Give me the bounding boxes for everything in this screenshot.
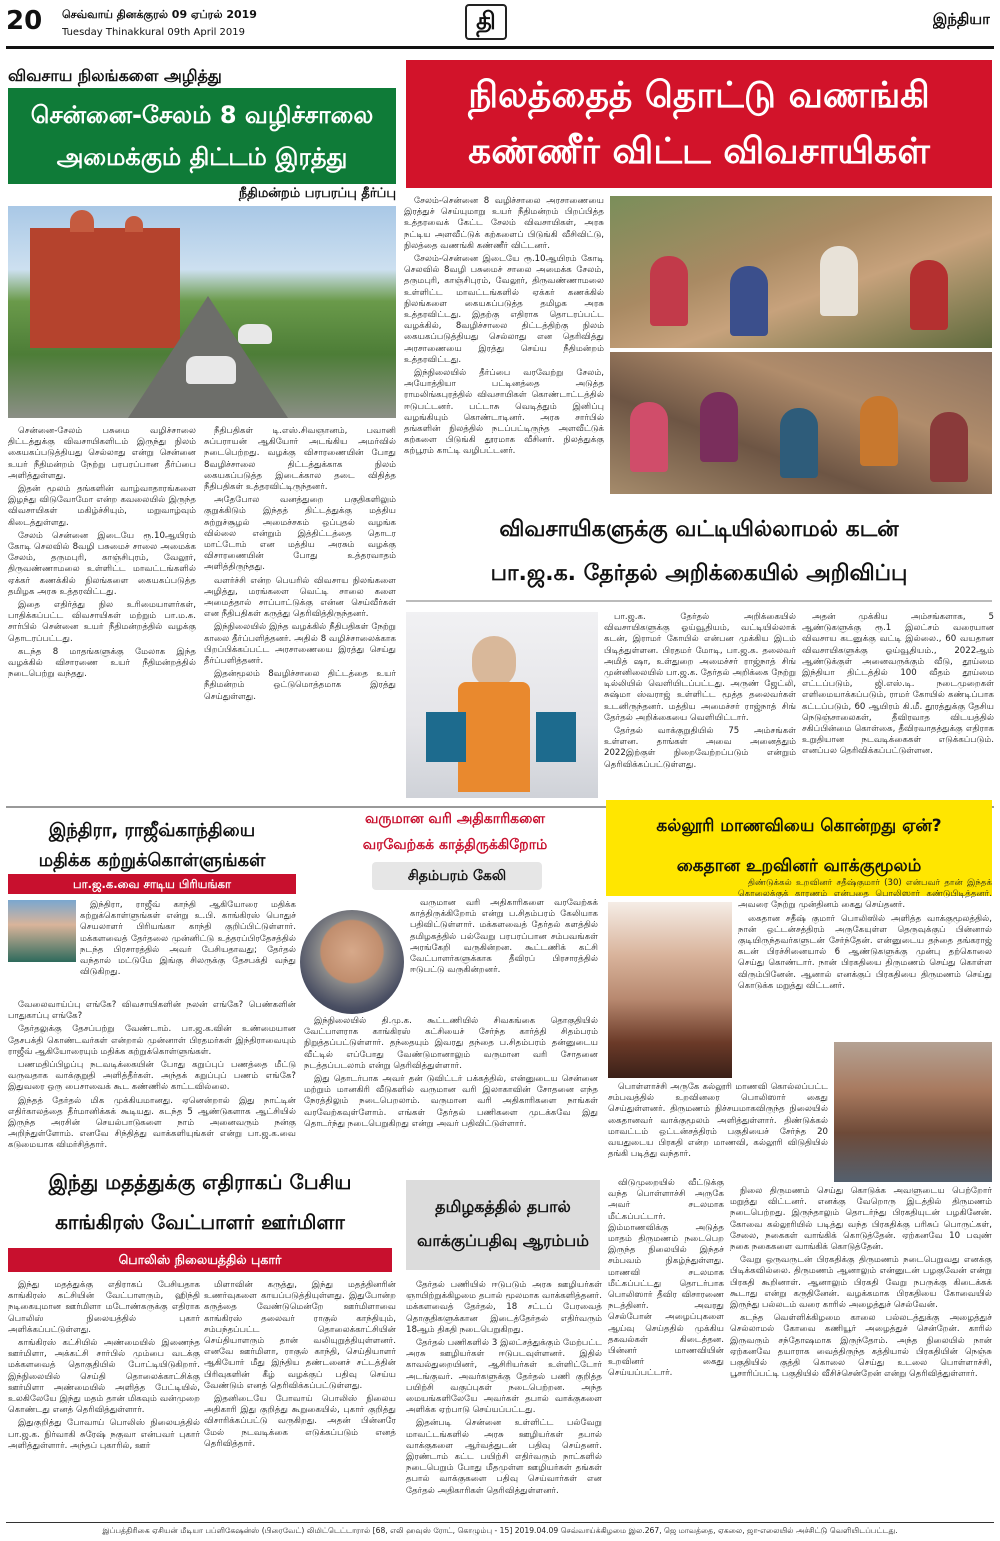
- article8-headline: [406, 1180, 600, 1270]
- article4-tag: பா.ஜ.க.வை சாடிய பிரியங்கா: [8, 874, 296, 894]
- article7-tag: பொலிஸ் நிலையத்தில் புகார்: [8, 1248, 392, 1272]
- paragraph: சென்னை-சேலம் பசுமை வழிச்சாலை திட்டத்துக்கு விவசாயிகளிடம் இருந்து நிலம் கையகப்படுத்தியது செல்லாது என்று சென்னை உயர் நீதிமன்றம் நேற்று பரபரப்பான தீர்ப்பை அளித்துள்ளது.: [8, 426, 196, 481]
- paragraph: இது தொடர்பாக அவர் தன் டுவிட்டர் பக்கத்தில், என்னுடைய சென்னை மற்றும் மானகிரி வீடுகளில் வருமான வரி இலாகாவின் சோதனை எந்த நேரத்திலும் நடைபெறலாம். வருமான வரி அதிகாரிகளை நாங்கள் வரவேற்கவுள்ளோம். எங்கள் தேர்தல் பணிகளை முடக்கவே இது தொடர்ந்து நடைபெறுகிறது என்று அவர் பதிவிட்டுள்ளார்.: [304, 1074, 598, 1129]
- person-shape: [700, 392, 738, 462]
- paragraph: காங்கிரஸ் கட்சியில் அண்மையில் இணைந்த ஊர்மிளா, அக்கட்சி சார்பில் மும்பை வடக்கு மக்களவைத் தொகுதியில் போட்டியிடுகிறார். இந்நிலையில் செய்தி தொலைக்காட்சிக்கு ஊர்மிளா அண்மையில் அளித்த பேட்டியில், உலகிலேயே இந்து மதம் தான் மிகவும் வன்முறை கொண்டது எனத் தெரிவித்துள்ளார்.: [8, 1338, 200, 1416]
- manifesto-book-shape: [426, 712, 466, 762]
- paragraph: கடந்த வெள்ளிக்கிழமை காலை பல்லடத்துக்கு அழைத்துச் செல்லாமல் கோவை கணியூர் அழைத்துச் சென்றேன். காரில் இருவரும் சந்தோஷமாக இருந்தோம். அந்த நிலையில் நான் ஏற்கனவே தயாராக வைத்திருந்த கத்தியால் பிரகதியின் நெஞ்சு பகுதியில் குத்தி கொலை செய்து உடலை பொள்ளாச்சி, பூசாரிப்பட்டி பகுதியில் வீசிச்சென்றேன் என்று தெரிவித்துள்ளார்.: [730, 1313, 992, 1380]
- article3-divider: [406, 600, 992, 602]
- person-shape: [910, 260, 948, 330]
- article1-column1: [8, 426, 196, 796]
- paragraph: வேறு ஒருவருடன் பிரகதிக்கு திருமணம் நடைபெறுவது எனக்கு பிடிக்கவில்லை. திருமணம் ஆனாலும் என்னுடன் பழகுவேன் என்று பிரகதி கூறினாள். ஆனாலும் பிரகதி வேறு நபருக்கு கிடைக்கக் கூடாது என்று கருதினேன். வழக்கமாக பிரகதியை கோவையில் இருந்து பல்லடம் வரை காரில் அழைத்துச் செல்வேன்.: [730, 1255, 992, 1311]
- paragraph: இதன்மூலம் 8வழிச்சாலை திட்டத்தை உயர் நீதிமன்றம் ஒட்டுமொத்தமாக இரத்து செய்துள்ளது.: [204, 669, 396, 702]
- paragraph: சேலம்-சென்னை இடையே ரூ.10ஆயிரம் கோடி செலவில் 8வழி பசுமைச் சாலை அமைக்க சேலம், தருமபுரி, காஞ்சிபுரம், வேலூர், திருவண்ணாமலை உள்ளிட்ட மாவட்டங்களில் ஏக்கர் கணக்கில் நிலங்களை கையகப்படுத்த தமிழக அரசு உத்தரவிட்டது. இதற்கு எதிராக தொடரப்பட்ட வழக்கில், 8வழிச்சாலை திட்டத்திற்கு நிலம் கையகப்படுத்தியது செல்லாது என தெரிவித்து அரசாணையை இரத்து செய்ய நீதிமன்றம் உத்தரவிட்டது.: [404, 254, 604, 365]
- paragraph: அதேபோல வனத்துறை பகுதிகளிலும் குறுக்கிடும் இந்தத் திட்டத்துக்கு மத்திய சுற்றுச்சூழல் அமைச்சகம் ஒப்புதல் வழங்க வில்லை என்றும் இத்திட்டத்தை தொடர மாட்டோம் என மத்திய அரசும் வழக்கு விசாரணையின் போது உத்தரவாதம் அளித்திருந்தது.: [204, 495, 396, 573]
- paragraph: தேர்தலுக்கு தேசப்பற்று வேண்டாம். பா.ஜ.க.வின் உண்மையான தேசபக்தி கொண்டவர்கள் என்றால் முன்னாள் பிரதமர்கள் இந்திராவையும் ராஜீவ் ஆகியோரையும் மதிக்க கற்றுக்கொள்ளுங்கள்.: [8, 1024, 296, 1057]
- paragraph: சேலம் சென்னை இடையே ரூ.10ஆயிரம் கோடி செலவில் 8வழி பசுமைச் சாலை அமைக்க சேலம், தருமபுரி, காஞ்சிபுரம், வேலூர், திருவண்ணாமலை உள்ளிட்ட மாவட்டங்களில் ஏக்கர் கணக்கில் நிலங்களை கையகப்படுத்த தமிழக அரசு உத்தரவிட்டது.: [8, 530, 196, 597]
- article6-photo-student: [608, 902, 732, 1078]
- paragraph: பா.ஜ.க. தேர்தல் அறிக்கையில் விவசாயிகளுக்கு ஓய்வூதியம், வட்டியில்லாக் கடன், இராமர் கோயில் என்பன முக்கிய இடம் பிடித்துள்ளன. பிரதமர் மோடி, பா.ஜ.க. தலைவர் அமித் ஷா, உள்துறை அமைச்சர் ராஜ்நாத் சிங் முன்னிலையில் பா.ஜ.க. தேர்தல் அறிக்கை நேற்று டில்லியில் வெளியிடப்பட்டது. அருண் ஜேட்லி, சுஷ்மா ஸ்வராஜ் உள்ளிட்ட மூத்த தலைவர்கள் உடனிருந்தனர். மத்திய அமைச்சர் ராஜ்நாத் சிங் தேர்தல் அறிக்கையை வெளியிட்டார்.: [604, 612, 796, 723]
- garment-shape: [458, 682, 530, 792]
- person-shape: [930, 412, 968, 482]
- paragraph: இந்திரா, ராஜீவ் காந்தி ஆகியோரை மதிக்க கற்றுக்கொள்ளுங்கள் என்று உ.பி. காங்கிரஸ் பொதுச் செயலாளர் பிரியங்கா காந்தி குறிப்பிட்டுள்ளார். மக்களவைத் தேர்தலை முன்னிட்டு உத்தரப்பிரதேசத்தில் நடந்த பிரசாரத்தில் அவர் பேசியதாவது; தேர்தல் வந்தால் மட்டுமே இங்கு சிலருக்கு தேசபக்தி வந்து விடுகிறது.: [80, 900, 296, 978]
- paragraph: இதை எதிர்த்து நில உரிமையாளர்கள், பாதிக்கப்பட்ட விவசாயிகள் மற்றும் பா.ம.க. சார்பில் சென்னை உயர் நீதிமன்றத்தில் வழக்கு தொடரப்பட்டது.: [8, 600, 196, 644]
- paragraph: வளர்ச்சி என்ற பெயரில் விவசாய நிலங்களை அழித்து, மரங்களை வெட்டி சாலை களை அமைத்தால் சாப்பாட்டுக்கு என்ன செய்வீர்கள் என நீதிபதிகள் கருத்து தெரிவித்திருந்தனர்.: [204, 575, 396, 620]
- paragraph: இதுகுறித்து போவாய் பொலிஸ் நிலையத்தில் பா.ஜ.க. நிர்வாகி சுரேஷ் நகுவா என்பவர் புகார் அளித்துள்ளார். அந்தப் புகாரில், ஊர்: [8, 1418, 200, 1451]
- article2-column: [404, 196, 604, 492]
- date-english: Tuesday Thinakkural 09th April 2019: [62, 27, 246, 38]
- article4-headline-line2: மதிக்க கற்றுக்கொள்ளுங்கள்: [38, 850, 266, 871]
- paragraph: திண்டுக்கல் உறவினர் சதீஷ்குமார் (30) என்பவர் தான் இந்தக் கொலைக்குக் காரணம் என்பதை பொலிஸார் கண்டுபிடித்தனர். அவரை நேற்று முன்தினம் கைது செய்தனர்.: [738, 878, 992, 911]
- article3-headline-line2: பா.ஜ.க. தேர்தல் அறிக்கையில் அறிவிப்பு: [490, 561, 908, 586]
- article1-kicker: விவசாய நிலங்களை அழித்து: [8, 66, 222, 85]
- article6-column-top: [738, 878, 992, 1038]
- article6-column-low: [608, 1178, 724, 1518]
- person-shape: [860, 396, 898, 466]
- paragraph: பொள்ளாச்சி அருகே கல்லூரி மாணவி கொல்லப்பட்ட சம்பவத்தில் உறவினரை பொலிஸார் கைது செய்துள்ளனர். திருமணம் நிச்சயமாகவிருந்த நிலையில் கைதானவர் வாக்குமூலம் அளித்துள்ளார். திண்டுக்கல் மாவட்டம் ஒட்டன்சத்திரம் பகுதியைச் சேர்ந்த 20 வயதுடைய பிரகதி என்ற மாணவி, கல்லூரி விடுதியில் தங்கி படித்து வந்தார்.: [608, 1082, 828, 1160]
- article6-headline-line1: கல்லூரி மாணவியை கொன்றது ஏன்?: [656, 816, 942, 836]
- person-shape: [650, 256, 688, 326]
- article4-column: [8, 1000, 296, 1156]
- paragraph: கைதான சதீஷ் குமார் பொலிஸில் அளித்த வாக்குமூலத்தில், நான் ஒட்டன்சத்திரம் அருகேயுள்ள தெருவுக்குப் பின்னால் குடியிருந்தவர்களுடன் சேர்ந்தேன். என்னுடைய தந்தை தங்கராஜ் கடன் பிரச்சினையால் 6 ஆண்டுகளுக்கு முன்பு தற்கொலை செய்து கொண்டார். நான் பிரகதியை திருமணம் செய்து கொள்ள விரும்பினேன். ஆனால் எனக்குப் பிரகதியை திருமணம் செய்து கொடுக்க மறுத்து விட்டனர்.: [738, 913, 992, 991]
- newspaper-logo: தி: [465, 4, 507, 40]
- article3-photo-manifesto-release: [406, 612, 598, 798]
- article8-headline-line2: வாக்குப்பதிவு ஆரம்பம்: [417, 1231, 589, 1250]
- article5-photo-chidambaram: [300, 910, 404, 1014]
- article4-headline-line1: இந்திரா, ராஜீவ்காந்தியை: [48, 820, 256, 841]
- article2-photo-farmers-crowd: [610, 352, 992, 494]
- article2-photo-farmers-celebrating: [610, 196, 992, 348]
- article7-headline-line2: காங்கிரஸ் வேட்பாளர் ஊர்மிளா: [55, 1210, 345, 1234]
- paragraph: தேர்தல் பணியில் ஈடுபடும் அரசு ஊழியர்கள் ஞாயிற்றுக்கிழமை தபால் மூலமாக வாக்களித்தனர். மக்களவைத் தேர்தல், 18 சட்டப் பேரவைத் தொகுதிகளுக்கான இடைத்தேர்தல் எதிர்வரும் 18ஆம் திகதி நடைபெறுகிறது.: [406, 1280, 602, 1335]
- paragraph: சேலம்-சென்னை 8 வழிச்சாலை அரசாணையை இரத்துச் செய்யுமாறு உயர் நீதிமன்றம் பிறப்பித்த உத்தரவைக் கேட்ட சேலம் விவசாயிகள், அரசு நட்டிய அளவீட்டுக் கற்களைப் பிடுங்கி வீசிவிட்டு, நிலத்தை வணங்கி கண்ணீர் விட்டனர்.: [404, 196, 604, 251]
- paragraph: விடுமுறையில் வீட்டுக்கு வந்த பொள்ளாச்சி அருகே அவர் சடலமாக மீட்கப்பட்டார். இம்மாணவிக்கு அடுத்த மாதம் திருமணம் நடைபெற இருந்த நிலையில் இந்தச் சம்பவம் நிகழ்ந்துள்ளது. மாணவி சடலமாக மீட்கப்பட்டது தொடர்பாக பொலிஸார் தீவிர விசாரணை நடத்தினர். அவரது செல்போன் அழைப்புகளை ஆய்வு செய்ததில் முக்கிய தகவல்கள் கிடைத்தன. பின்னர் மாணவியின் உறவினர் கைது செய்யப்பட்டார்.: [608, 1178, 724, 1379]
- section-title: இந்தியா: [932, 10, 990, 28]
- article8-column: [406, 1280, 602, 1518]
- paragraph: வருமான வரி அதிகாரிகளை வரவேற்கக் காத்திருக்கிறோம் என்று ப.சிதம்பரம் கேலியாக பதிவிட்டுள்ளார். மக்களவைத் தேர்தல் களத்தில் தமிழகத்தில் பல்வேறு பரபரப்பான சம்பவங்கள் அரங்கேறி வருகின்றன. கூட்டணிக் கட்சி வேட்பாளர்களுக்காக தீவிரப் பிரசாரத்தில் ஈடுபட்டு வருகின்றனர்.: [410, 898, 598, 976]
- article1-headline-line2: அமைக்கும் திட்டம் இரத்து: [56, 143, 348, 171]
- article4-column-top: [80, 900, 296, 1000]
- article5-column-top: [410, 898, 598, 1016]
- article1-headline-line1: சென்னை-சேலம் 8 வழிச்சாலை: [30, 101, 374, 129]
- article3-column2: [802, 612, 994, 798]
- article2-headline-line1: நிலத்தைத் தொட்டு வணங்கி: [468, 75, 930, 116]
- paragraph: இந்நிலையில் தீர்ப்பை வரவேற்று சேலம், அயோத்தியா பட்டினத்தை அடுத்த ராமலிங்கபுரத்தில் விவசாயிகள் கொண்டாட்டத்தில் ஈடுபட்டனர். பட்டாசு வெடித்தும் இனிப்பு வழங்கியும் கொண்டாடினர். அரசு சார்பில் தங்களின் நிலத்தில் நடப்பட்டிருந்த அளவீட்டுக் கற்களை பிடுங்கி தூரமாக வீசினர். நிலத்துக்கு கற்பூரம் காட்டி வழிபட்டனர்.: [404, 368, 604, 457]
- article5-column: [304, 1016, 598, 1156]
- article4-photo-priyanka: [8, 900, 76, 962]
- face-shape: [472, 636, 516, 688]
- person-shape: [730, 266, 768, 336]
- paragraph: மிளாவின் கருத்து, இந்து மதத்தினரின் உணர்வுகளை காயப்படுத்தியுள்ளது. இதுபோன்ற கருத்தை வேண்டுமென்றே ஊர்மிளாவை காங்கிரஸ் தலைவர் ராகுல் காந்தியும், சம்பந்தப்பட்ட தொலைக்காட்சியின் செய்தியாளரும் தான் வலியுறுத்தியுள்ளனர். எனவே ஊர்மிளா, ராகுல் காந்தி, செய்தியாளர் ஆகியோர் மீது இந்திய தண்டனைச் சட்டத்தின் பிரிவுகளின் கீழ் வழக்குப் பதிவு செய்ய வேண்டும் எனத் தெரிவிக்கப்பட்டுள்ளது.: [204, 1280, 396, 1391]
- article1-subhead: நீதிமன்றம் பரபரப்பு தீர்ப்பு: [238, 186, 396, 201]
- article6-column-left: [608, 1082, 828, 1174]
- article1-headline: [8, 88, 396, 184]
- paragraph: இதனிடையே போவாய் பொலிஸ் நிலைய அதிகாரி இது குறித்து கூறுகையில், புகார் குறித்து விசாரிக்கப்பட்டு வருகிறது. அதன் பின்னரே மேல் நடவடிக்கை எடுக்கப்படும் எனத் தெரிவித்தார்.: [204, 1394, 396, 1449]
- article2-headline: [406, 60, 992, 188]
- article4-headline: [8, 816, 296, 876]
- paragraph: வேலைவாய்ப்பு எங்கே? விவசாயிகளின் நலன் எங்கே? பெண்களின் பாதுகாப்பு எங்கே?: [8, 1000, 296, 1022]
- paragraph: இந்து மதத்துக்கு எதிராகப் பேசியதாக காங்கிரஸ் கட்சியின் வேட்பாளரும், ஹிந்தி நடிகையுமான ஊர்மிளா மடோண்கருக்கு எதிராக பொலிஸ் நிலையத்தில் புகார் அளிக்கப்பட்டுள்ளது.: [8, 1280, 200, 1335]
- manifesto-book-shape: [536, 712, 576, 762]
- footer-divider: [6, 1522, 994, 1523]
- article1-column2: [204, 426, 396, 796]
- article5-headline-line1: வருமான வரி அதிகாரிகளை: [365, 811, 545, 827]
- article7-headline: [8, 1162, 392, 1242]
- article6-headline-line2: கைதான உறவினர் வாக்குமூலம்: [676, 856, 922, 876]
- article5-tag: சிதம்பரம் கேலி: [372, 862, 542, 890]
- article7-column1: [8, 1280, 200, 1518]
- article6-column-low2: [730, 1186, 992, 1518]
- page-number: 20: [6, 6, 43, 36]
- person-shape: [630, 402, 668, 472]
- masthead-divider: [6, 46, 994, 49]
- car-shape: [238, 324, 272, 344]
- paragraph: அதன் முக்கிய அம்சங்களாக, 5 ஆண்டுகளுக்கு ரூ.1 இலட்சம் வரையான விவசாய கடனுக்கு வட்டி இல்லை., 60 வயதான விவசாயிகளுக்கு ஓய்வூதியம்., 2022ஆம் ஆண்டுக்குள் அனைவருக்கும் வீடு, தூய்மை இந்தியா திட்டத்தில் 100 வீதம் தூய்மை எட்டப்படும், ஜி.எஸ்.டி. நடைமுறைகள் எளிமையாக்கப்படும், ராமர் கோயில் கண்டிப்பாக கட்டப்படும், 60 ஆயிரம் கி.மீ. தூரத்துக்கு தேசிய நெடுஞ்சாலைகள், தீவிரவாத விடயத்தில் சகிப்பின்மை கொள்கை, தீவிரவாதத்துக்கு எதிராக உறுதியான நடவடிக்கைகள் எடுக்கப்படும். எனப்பல தெரிவிக்கப்பட்டுள்ளன.: [802, 612, 994, 757]
- paragraph: தேர்தல் வாக்குறுதியில் 75 அம்சங்கள் உள்ளன. தாங்கள் அவை அனைத்தும் 2022இற்குள் நிறைவேற்றப்படும் என்றும் தெரிவிக்கப்பட்டுள்ளது.: [604, 726, 796, 770]
- paragraph: கடந்த 8 மாதங்களுக்கு மேலாக இந்த வழக்கில் விசாரணை உயர் நீதிமன்றத்தில் நடைபெற்று வந்தது.: [8, 646, 196, 680]
- paragraph: நிலை திருமணம் செய்து கொடுக்க அவளுடைய பெற்றோர் மறுத்து விட்டனர். எனக்கு வேறொரு இடத்தில் திருமணம் நடைபெற்றது. இருந்தாலும் தொடர்ந்து பிரகதியுடன் பழகினேன். கோவை கல்லூரியில் படித்து வந்த பிரகதிக்கு பரிசுப் பொருட்கள், சேலை, நகைகள் வாங்கிக் கொடுத்தேன். ஏற்கனவே 10 பவுண் நகை நகைகளை வாங்கிக் கொடுத்தேன்.: [730, 1186, 992, 1253]
- article2-headline-line2: கண்ணீர் விட்ட விவசாயிகள்: [468, 131, 930, 172]
- article3-headline-line1: விவசாயிகளுக்கு வட்டியில்லாமல் கடன்: [499, 517, 899, 542]
- article7-headline-line1: இந்து மதத்துக்கு எதிராகப் பேசிய: [48, 1170, 352, 1194]
- article5-headline-line2: வரவேற்கக் காத்திருக்கிறோம்: [362, 837, 548, 853]
- article7-column2: [204, 1280, 396, 1518]
- paragraph: இந்நிலையில் தி.மு.க. கூட்டணியில் சிவகங்கை தொகுதியில் வேட்பாளராக காங்கிரஸ் கட்சியைச் சேர்ந்த கார்த்தி சிதம்பரம் நிறுத்தப்பட்டுள்ளார். தந்தையும் இவரது தந்தை ப.சிதம்பரம் தன்னுடைய வீட்டில் எப்போது வேண்டுமானாலும் வருமான வரி சோதனை நடத்தப்படலாம் என்று தெரிவித்துள்ளார்.: [304, 1016, 598, 1071]
- article1-photo-court-highway: [8, 206, 396, 418]
- article3-headline: [406, 508, 992, 596]
- car-shape: [186, 356, 236, 384]
- date-tamil: செவ்வாய் தினக்குரல் 09 ஏப்ரல் 2019: [62, 8, 257, 21]
- article5-headline: [310, 806, 600, 858]
- paragraph: இதன்படி சென்னை உள்ளிட்ட பல்வேறு மாவட்டங்களில் அரசு ஊழியர்கள் தபால் வாக்குகளை ஆர்வத்துடன் பதிவு செய்தனர். இரண்டாம் கட்ட பயிற்சி எதிர்வரும் நாட்களில் நடைபெறும் போது மீதமுள்ள ஊழியர்கள் தங்கள் தபால் வாக்குகளை பதிவு செய்வார்கள் என தேர்தல் அதிகாரிகள் தெரிவித்துள்ளனர்.: [406, 1418, 602, 1496]
- paragraph: பணமதிப்பிழப்பு நடவடிக்கையின் போது கறுப்புப் பணத்தை மீட்டு வருவதாக வாக்குறுதி அளித்தீர்கள். அந்தக் கறுப்புப் பணம் எங்கே? இதுவரை ஒரு பைசாவைக் கூட கண்ணில் காட்டவில்லை.: [8, 1060, 296, 1093]
- person-shape: [780, 408, 818, 478]
- article8-headline-line1: தமிழகத்தில் தபால்: [435, 1197, 571, 1216]
- publisher-imprint: இப்பத்திரிகை ஏசியன் மீடியா பப்ளிகேஷன்ஸ் (பிரைவேட்) லிமிட்டெட்டாரால் [68, எலி ஹவுஸ் ரோட், கொழும்பு - 15] 2019.04.09 செவ்வாய்க்கிழமை இல.267, ஜெ மாவத்தை, ஏகலை, ஜா-எலையில் அச்சிட்டு வெளியிடப்பட்டது.: [102, 1526, 898, 1535]
- paragraph: இதன் மூலம் தங்களின் வாழ்வாதாரங்களை இழந்து விடுவோமோ என்ற கவலையில் இருந்த விவசாயிகள் மகிழ்ச்சியும், மறுவாழ்வும் கிடைத்துள்ளது.: [8, 484, 196, 528]
- article3-column1: [604, 612, 796, 798]
- paragraph: தேர்தல் பணிகளில் 3 இலட்சத்துக்கும் மேற்பட்ட அரசு ஊழியர்கள் ஈடுபடவுள்ளனர். இதில் காவல்துறையினர், ஆசிரியர்கள் உள்ளிட்டோர் அடங்குவர். அவர்களுக்கு தேர்தல் பணி குறித்த பயிற்சி வகுப்புகள் நடைபெற்றன. அந்த மையங்களிலேயே அவர்கள் தபால் வாக்குகளை அளிக்க ஏற்பாடு செய்யப்பட்டது.: [406, 1338, 602, 1416]
- person-shape: [820, 246, 858, 316]
- paragraph: நீதிபதிகள் டி.எஸ்.சிவஞானம், பவானி சுப்பராயன் ஆகியோர் அடங்கிய அமர்வில் நடைபெற்றது. வழக்கு விசாரணையின் போது 8வழிச்சாலை திட்டத்துக்காக நிலம் கையகப்படுத்த இடைக்கால தடை விதித்த நீதிபதிகள் உத்தரவிட்டிருந்தனர்.: [204, 426, 396, 493]
- paragraph: இந்நிலையில் இந்த வழக்கில் நீதிபதிகள் நேற்று காலை தீர்ப்பளித்தனர். அதில் 8 வழிச்சாலைக்காக பிறப்பிக்கப்பட்ட அரசாணையை இரத்து செய்து தீர்ப்பளித்தனர்.: [204, 622, 396, 667]
- paragraph: இந்தத் தேர்தல் மிக முக்கியமானது. ஏனென்றால் இது நாட்டின் எதிர்காலத்தை தீர்மானிக்கக் கூடியது. கடந்த 5 ஆண்டுகளாக ஆட்சியில் இருந்த அரசின் செயல்பாடுகளை நாம் அனைவரும் நன்கு அறிந்துள்ளோம். எனவே சிந்தித்து வாக்களியுங்கள் என்று பா.ஜ.க.வை கடுமையாக விமர்சித்தார்.: [8, 1095, 296, 1151]
- article6-photo-accused: [834, 1042, 992, 1182]
